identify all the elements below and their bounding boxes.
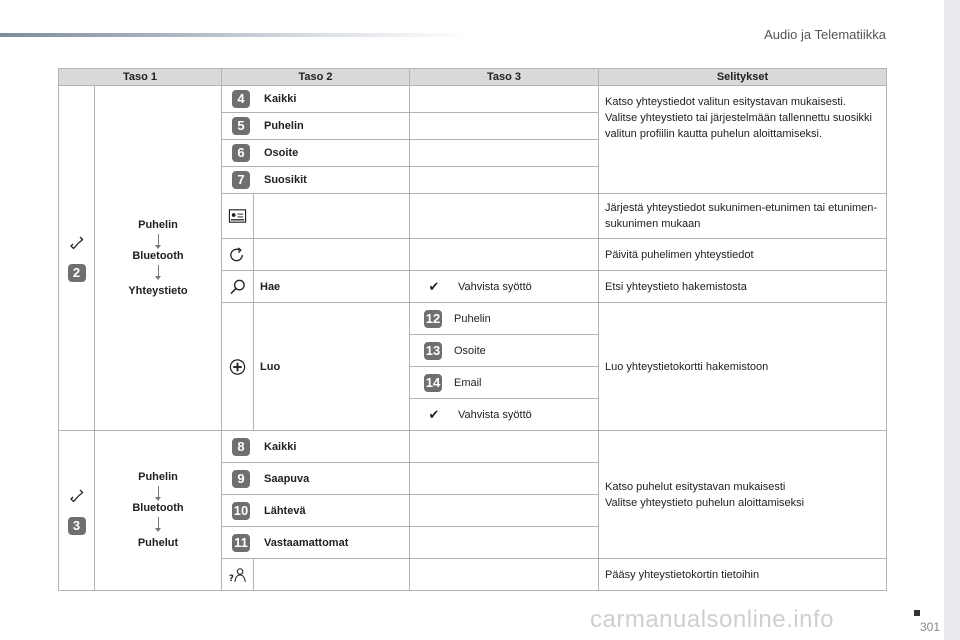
phone-handset-icon [68, 234, 86, 252]
explanation-sort: Järjestä yhteystiedot sukunimen-etunimen tai etunimen-sukunimen mukaan [599, 194, 887, 239]
level2-bluetooth: Bluetooth [132, 502, 184, 514]
level2-bluetooth: Bluetooth [132, 249, 184, 262]
create-label: Luo [254, 303, 410, 431]
level2-calls [95, 431, 222, 591]
item-all: 4 Kaikki [222, 86, 410, 113]
header-level3: Taso 3 [410, 69, 599, 86]
table-header-row [59, 69, 887, 86]
level2-calls-label: Puhelut [137, 537, 179, 549]
level2-contact: Yhteystieto [128, 284, 188, 297]
section-title: Audio ja Telematiikka [764, 27, 886, 42]
level2-phone: Puhelin [138, 218, 178, 231]
arrow-down-icon [158, 234, 159, 246]
create-cell [222, 303, 254, 431]
create-email: 14 Email [410, 367, 599, 399]
contact-question-icon [228, 565, 247, 585]
level1-contacts [59, 86, 95, 431]
badge-14: 14 [425, 374, 441, 390]
create-confirm: ✔ Vahvista syöttö [410, 399, 599, 431]
badge-6: 6 [232, 144, 250, 162]
item-favorites: 7 Suosikit [222, 167, 410, 194]
explanation-calls: Katso puhelut esitystavan mukaisesti Valitse yhteystieto puhelun aloittamiseksi [599, 431, 887, 559]
svg-text:?: ? [228, 573, 234, 584]
badge-4: 4 [232, 90, 250, 108]
level1-calls [59, 431, 95, 591]
badge-5: 5 [232, 117, 250, 135]
search-cell [222, 271, 254, 303]
badge-3: 3 [68, 517, 86, 535]
sort-cell [222, 194, 254, 239]
badge-8: 8 [232, 438, 250, 456]
explanation-display: Katso yhteystiedot valitun esitystavan mukaisesti. Valitse yhteystieto tai järjestelmään tallennettu suosikki valitun profiilin kautta puhelun aloittamiseksi. [599, 86, 887, 194]
sort-contacts-icon [228, 208, 247, 224]
header-explanations: Selitykset [599, 69, 887, 86]
header-level1: Taso 1 [59, 69, 222, 86]
contact-card-cell [222, 559, 254, 591]
header-bar [0, 33, 470, 37]
item-phone: 5 Puhelin [222, 113, 410, 140]
arrow-down-icon [158, 265, 159, 277]
level2-phone: Puhelin [138, 471, 178, 483]
level2-contacts [95, 86, 222, 431]
search-label: Hae [254, 271, 410, 303]
badge-9: 9 [232, 470, 250, 488]
explanation-create: Luo yhteystietokortti hakemistoon [599, 303, 887, 431]
explanation-refresh: Päivitä puhelimen yhteystiedot [599, 239, 887, 271]
calls-incoming: 9 Saapuva [222, 463, 410, 495]
search-icon [228, 277, 247, 297]
arrow-down-icon [158, 486, 159, 498]
badge-10: 10 [233, 502, 249, 518]
table-row [59, 86, 887, 113]
phone-handset-icon [68, 487, 86, 505]
page-marker [914, 610, 920, 616]
calls-outgoing: 10 Lähtevä [222, 495, 410, 527]
table-row [59, 431, 887, 463]
header-level2: Taso 2 [222, 69, 410, 86]
explanation-contact-card: Pääsy yhteystietokortin tietoihin [599, 559, 887, 591]
badge-11: 11 [232, 534, 250, 552]
side-strip [944, 0, 960, 640]
refresh-icon [228, 246, 247, 264]
menu-table [58, 68, 887, 591]
watermark: carmanualsonline.info [590, 606, 834, 633]
create-phone: 12 Puhelin [410, 303, 599, 335]
page-number: 301 [919, 620, 940, 634]
refresh-cell [222, 239, 254, 271]
calls-missed: 11 Vastaamattomat [222, 527, 410, 559]
arrow-down-icon [158, 517, 159, 529]
checkmark-icon: ✔ [428, 278, 440, 294]
search-confirm: ✔ Vahvista syöttö [410, 271, 599, 303]
badge-2: 2 [68, 264, 86, 282]
checkmark-icon: ✔ [428, 406, 440, 422]
create-address: 13 Osoite [410, 335, 599, 367]
explanation-search: Etsi yhteystieto hakemistosta [599, 271, 887, 303]
item-address: 6 Osoite [222, 140, 410, 167]
badge-13: 13 [425, 342, 441, 358]
add-circle-icon [228, 357, 247, 377]
badge-7: 7 [232, 171, 250, 189]
calls-all: 8 Kaikki [222, 431, 410, 463]
badge-12: 12 [425, 310, 441, 326]
